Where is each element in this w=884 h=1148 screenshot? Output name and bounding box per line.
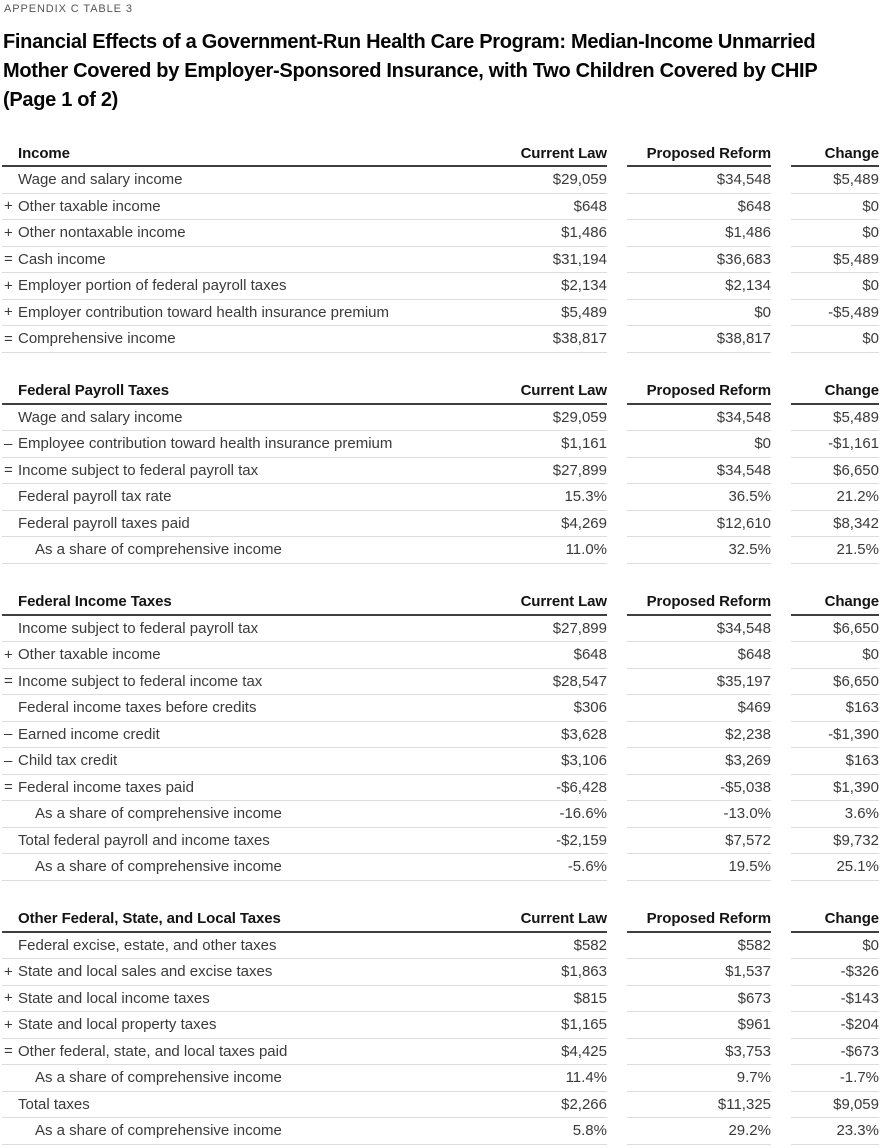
row-operator: =: [4, 672, 13, 690]
value-proposed-reform: $0: [627, 300, 771, 327]
value-current-law: $27,899: [463, 458, 607, 485]
row-label-cell: [2, 511, 463, 538]
table-row: [2, 511, 879, 538]
row-operator: –: [4, 435, 13, 453]
row-operator: +: [4, 277, 13, 295]
row-label: Employer portion of federal payroll taxes: [18, 277, 287, 295]
value-change: $6,650: [791, 458, 879, 485]
value-current-law: $27,899: [463, 616, 607, 643]
value-current-law: 11.4%: [463, 1065, 607, 1092]
row-operator: +: [4, 989, 13, 1007]
value-current-law: $306: [463, 695, 607, 722]
value-current-law: $1,165: [463, 1012, 607, 1039]
row-label-cell: [2, 1092, 463, 1119]
row-label-cell: [2, 458, 463, 485]
value-change: -$204: [791, 1012, 879, 1039]
row-label-cell: [2, 300, 463, 327]
row-label-cell: [2, 695, 463, 722]
section-title: Federal Income Taxes: [2, 590, 463, 616]
value-change: 23.3%: [791, 1118, 879, 1145]
value-current-law: 15.3%: [463, 484, 607, 511]
value-proposed-reform: $38,817: [627, 326, 771, 353]
row-label: As a share of comprehensive income: [35, 858, 282, 876]
value-proposed-reform: $648: [627, 642, 771, 669]
value-current-law: $38,817: [463, 326, 607, 353]
value-current-law: -$6,428: [463, 775, 607, 802]
value-proposed-reform: $34,548: [627, 405, 771, 432]
row-operator: =: [4, 461, 13, 479]
value-change: 25.1%: [791, 854, 879, 881]
value-change: $0: [791, 220, 879, 247]
table-row: [2, 1118, 879, 1145]
row-label: As a share of comprehensive income: [35, 1069, 282, 1087]
value-current-law: $648: [463, 194, 607, 221]
section-header-row: [2, 590, 879, 616]
row-label: Federal payroll taxes paid: [18, 514, 190, 532]
value-change: $163: [791, 748, 879, 775]
value-change: -$1,390: [791, 722, 879, 749]
value-current-law: -16.6%: [463, 801, 607, 828]
row-label-cell: [2, 167, 463, 194]
table-row: [2, 537, 879, 564]
row-label: Federal income taxes paid: [18, 778, 194, 796]
value-current-law: $3,106: [463, 748, 607, 775]
row-label: Cash income: [18, 250, 106, 268]
row-label-cell: [2, 828, 463, 855]
value-change: -$143: [791, 986, 879, 1013]
row-operator: =: [4, 778, 13, 796]
value-change: $9,059: [791, 1092, 879, 1119]
value-proposed-reform: $11,325: [627, 1092, 771, 1119]
row-label-cell: [2, 431, 463, 458]
section-header-row: [2, 907, 879, 933]
value-proposed-reform: 36.5%: [627, 484, 771, 511]
value-proposed-reform: $961: [627, 1012, 771, 1039]
row-label-cell: [2, 484, 463, 511]
value-proposed-reform: $36,683: [627, 247, 771, 274]
row-label-cell: [2, 247, 463, 274]
row-label-cell: [2, 669, 463, 696]
value-current-law: $4,425: [463, 1039, 607, 1066]
value-current-law: $1,486: [463, 220, 607, 247]
table-row: [2, 959, 879, 986]
section-other-federal-state-and-local-taxes: [2, 907, 879, 1145]
value-proposed-reform: $3,753: [627, 1039, 771, 1066]
value-proposed-reform: 9.7%: [627, 1065, 771, 1092]
table-row: [2, 695, 879, 722]
value-proposed-reform: $469: [627, 695, 771, 722]
row-label: State and local sales and excise taxes: [18, 963, 273, 981]
value-current-law: 5.8%: [463, 1118, 607, 1145]
row-label: Income subject to federal payroll tax: [18, 461, 259, 479]
value-proposed-reform: $12,610: [627, 511, 771, 538]
row-label-cell: [2, 1012, 463, 1039]
column-header-change: Change: [791, 907, 879, 933]
value-change: $0: [791, 194, 879, 221]
value-current-law: $29,059: [463, 167, 607, 194]
value-proposed-reform: $34,548: [627, 458, 771, 485]
row-label: State and local property taxes: [18, 1016, 217, 1034]
value-proposed-reform: -$5,038: [627, 775, 771, 802]
value-proposed-reform: -13.0%: [627, 801, 771, 828]
value-change: -$1,161: [791, 431, 879, 458]
section-title: Income: [2, 141, 463, 167]
table-row: [2, 775, 879, 802]
section-income: [2, 141, 879, 353]
row-label: Federal payroll tax rate: [18, 488, 172, 506]
value-change: $5,489: [791, 167, 879, 194]
column-header-proposed-reform: Proposed Reform: [627, 907, 771, 933]
appendix-label: APPENDIX C TABLE 3: [4, 3, 133, 15]
row-label-cell: [2, 775, 463, 802]
value-current-law: $4,269: [463, 511, 607, 538]
table-row: [2, 1039, 879, 1066]
value-change: 21.2%: [791, 484, 879, 511]
table-row: [2, 405, 879, 432]
row-label: Employee contribution toward health insurance premium: [18, 435, 393, 453]
row-label-cell: [2, 748, 463, 775]
row-label: Comprehensive income: [18, 330, 176, 348]
table-row: [2, 484, 879, 511]
value-proposed-reform: $648: [627, 194, 771, 221]
row-operator: +: [4, 197, 13, 215]
column-header-change: Change: [791, 590, 879, 616]
column-header-current-law: Current Law: [463, 907, 607, 933]
table-row: [2, 194, 879, 221]
page-title: Financial Effects of a Government-Run Health Care Program: Median-Income Unmarried Mother Covered by Employer-Sponsored Insurance, with Two Children Covered by CHIP (Page 1 of 2): [3, 31, 817, 111]
row-label-cell: [2, 854, 463, 881]
row-label: As a share of comprehensive income: [35, 541, 282, 559]
section-header-row: [2, 379, 879, 405]
table-row: [2, 431, 879, 458]
table-row: [2, 801, 879, 828]
row-label: Federal income taxes before credits: [18, 699, 257, 717]
value-proposed-reform: $673: [627, 986, 771, 1013]
row-operator: +: [4, 224, 13, 242]
row-label-cell: [2, 405, 463, 432]
value-change: 3.6%: [791, 801, 879, 828]
table-row: [2, 220, 879, 247]
row-label: Income subject to federal payroll tax: [18, 619, 259, 637]
value-current-law: $2,134: [463, 273, 607, 300]
column-header-change: Change: [791, 141, 879, 167]
table-row: [2, 933, 879, 960]
value-proposed-reform: $1,537: [627, 959, 771, 986]
value-proposed-reform: 29.2%: [627, 1118, 771, 1145]
value-current-law: $3,628: [463, 722, 607, 749]
value-current-law: $582: [463, 933, 607, 960]
row-label: Other taxable income: [18, 646, 161, 664]
row-label-cell: [2, 722, 463, 749]
value-proposed-reform: 19.5%: [627, 854, 771, 881]
column-header-current-law: Current Law: [463, 379, 607, 405]
row-label-cell: [2, 194, 463, 221]
row-label-cell: [2, 220, 463, 247]
value-change: $6,650: [791, 616, 879, 643]
value-current-law: $1,863: [463, 959, 607, 986]
table-row: [2, 986, 879, 1013]
value-change: $163: [791, 695, 879, 722]
column-header-current-law: Current Law: [463, 141, 607, 167]
row-operator: =: [4, 250, 13, 268]
value-change: $5,489: [791, 405, 879, 432]
row-label: Income subject to federal income tax: [18, 672, 263, 690]
row-label: Wage and salary income: [18, 408, 183, 426]
value-change: -$5,489: [791, 300, 879, 327]
row-operator: =: [4, 330, 13, 348]
table-row: [2, 326, 879, 353]
row-operator: –: [4, 725, 13, 743]
row-label: Child tax credit: [18, 752, 118, 770]
row-operator: –: [4, 752, 13, 770]
value-change: $5,489: [791, 247, 879, 274]
table-row: [2, 458, 879, 485]
value-change: $9,732: [791, 828, 879, 855]
section-header-row: [2, 141, 879, 167]
value-proposed-reform: $34,548: [627, 167, 771, 194]
value-change: 21.5%: [791, 537, 879, 564]
row-label-cell: [2, 273, 463, 300]
row-label-cell: [2, 933, 463, 960]
value-change: $0: [791, 933, 879, 960]
row-label-cell: [2, 1065, 463, 1092]
value-change: $0: [791, 642, 879, 669]
table-row: [2, 642, 879, 669]
table-row: [2, 300, 879, 327]
row-label: Total taxes: [18, 1095, 90, 1113]
column-header-proposed-reform: Proposed Reform: [627, 590, 771, 616]
value-current-law: $648: [463, 642, 607, 669]
row-label: Earned income credit: [18, 725, 160, 743]
row-operator: +: [4, 1016, 13, 1034]
row-label: Federal excise, estate, and other taxes: [18, 936, 277, 954]
value-current-law: $1,161: [463, 431, 607, 458]
table-row: [2, 167, 879, 194]
value-proposed-reform: $1,486: [627, 220, 771, 247]
row-label: As a share of comprehensive income: [35, 805, 282, 823]
row-label: As a share of comprehensive income: [35, 1122, 282, 1140]
table-row: [2, 616, 879, 643]
row-operator: +: [4, 646, 13, 664]
table-row: [2, 247, 879, 274]
row-label: Other nontaxable income: [18, 224, 186, 242]
row-label-cell: [2, 1039, 463, 1066]
value-current-law: $31,194: [463, 247, 607, 274]
row-label-cell: [2, 959, 463, 986]
row-label: State and local income taxes: [18, 989, 210, 1007]
value-change: -$326: [791, 959, 879, 986]
row-label-cell: [2, 1118, 463, 1145]
value-proposed-reform: $3,269: [627, 748, 771, 775]
row-label: Total federal payroll and income taxes: [18, 831, 270, 849]
table-row: [2, 669, 879, 696]
table-row: [2, 854, 879, 881]
column-header-proposed-reform: Proposed Reform: [627, 141, 771, 167]
row-label-cell: [2, 326, 463, 353]
value-current-law: $815: [463, 986, 607, 1013]
row-operator: +: [4, 963, 13, 981]
row-label-cell: [2, 801, 463, 828]
value-proposed-reform: $7,572: [627, 828, 771, 855]
row-label: Other taxable income: [18, 197, 161, 215]
row-operator: +: [4, 303, 13, 321]
table-row: [2, 273, 879, 300]
value-current-law: -5.6%: [463, 854, 607, 881]
value-current-law: -$2,159: [463, 828, 607, 855]
column-header-current-law: Current Law: [463, 590, 607, 616]
column-header-proposed-reform: Proposed Reform: [627, 379, 771, 405]
value-proposed-reform: $0: [627, 431, 771, 458]
value-proposed-reform: $35,197: [627, 669, 771, 696]
value-change: $1,390: [791, 775, 879, 802]
table-row: [2, 828, 879, 855]
value-proposed-reform: $2,238: [627, 722, 771, 749]
value-current-law: $29,059: [463, 405, 607, 432]
column-header-change: Change: [791, 379, 879, 405]
table-row: [2, 748, 879, 775]
table-row: [2, 1092, 879, 1119]
row-label-cell: [2, 616, 463, 643]
value-change: -$673: [791, 1039, 879, 1066]
tables-container: [2, 141, 879, 1145]
value-change: $0: [791, 326, 879, 353]
value-current-law: 11.0%: [463, 537, 607, 564]
value-change: $8,342: [791, 511, 879, 538]
value-proposed-reform: $2,134: [627, 273, 771, 300]
section-federal-payroll-taxes: [2, 379, 879, 564]
table-row: [2, 1012, 879, 1039]
value-current-law: $28,547: [463, 669, 607, 696]
value-proposed-reform: $582: [627, 933, 771, 960]
section-federal-income-taxes: [2, 590, 879, 881]
section-title: Federal Payroll Taxes: [2, 379, 463, 405]
table-row: [2, 1065, 879, 1092]
row-label: Other federal, state, and local taxes paid: [18, 1042, 288, 1060]
row-label: Employer contribution toward health insurance premium: [18, 303, 390, 321]
row-label: Wage and salary income: [18, 171, 183, 189]
value-change: $6,650: [791, 669, 879, 696]
row-label-cell: [2, 986, 463, 1013]
row-operator: =: [4, 1042, 13, 1060]
value-change: $0: [791, 273, 879, 300]
value-proposed-reform: $34,548: [627, 616, 771, 643]
row-label-cell: [2, 642, 463, 669]
value-proposed-reform: 32.5%: [627, 537, 771, 564]
table-row: [2, 722, 879, 749]
section-title: Other Federal, State, and Local Taxes: [2, 907, 463, 933]
value-change: -1.7%: [791, 1065, 879, 1092]
value-current-law: $2,266: [463, 1092, 607, 1119]
row-label-cell: [2, 537, 463, 564]
value-current-law: $5,489: [463, 300, 607, 327]
